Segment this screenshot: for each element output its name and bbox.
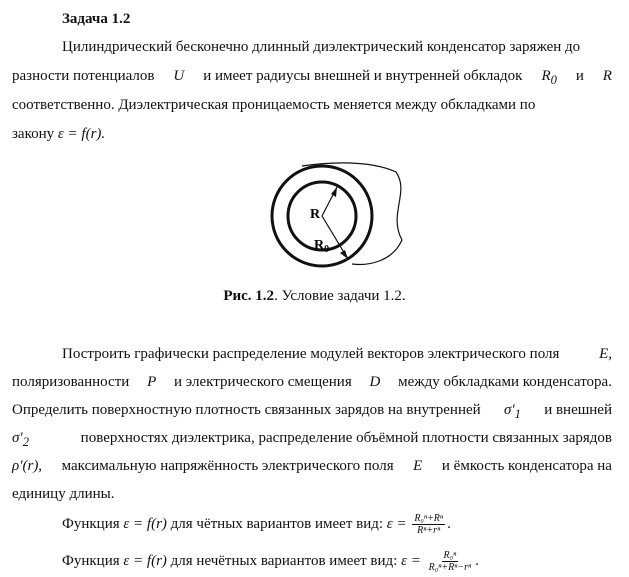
para2-line3-text-b: и внешней xyxy=(544,402,612,418)
para2-line4 xyxy=(12,429,612,451)
figure-caption xyxy=(0,288,629,305)
func-odd-denominator: R₀ⁿ+Rⁿ−rⁿ xyxy=(428,562,472,573)
func-even-text: для чётных вариантов имеет вид: xyxy=(170,515,384,532)
func-even-period: . xyxy=(447,515,451,532)
var-E-max: E xyxy=(413,458,423,474)
label-R0-base: R xyxy=(314,238,325,253)
var-R0-base: R xyxy=(541,68,551,84)
para1-line3 xyxy=(12,96,612,114)
func-even-denominator: Rⁿ+rⁿ xyxy=(417,525,441,536)
para2-line5 xyxy=(12,457,612,475)
para2-line1 xyxy=(62,345,612,363)
radius-R-arrowhead xyxy=(331,187,337,197)
function-even xyxy=(62,513,451,536)
para1-line1-text: Цилиндрический бесконечно длинный диэлектрический конденсатор заряжен до xyxy=(62,39,581,55)
func-even-formula: ε = f(r) xyxy=(123,515,167,532)
var-sigma1-base: σ′ xyxy=(503,402,515,418)
para2-line4-text: поверхностях диэлектрика, распределение объёмной плотности связанных зарядов xyxy=(80,430,612,446)
para2-line2 xyxy=(12,373,612,391)
label-R0 xyxy=(314,238,329,255)
para2-line1-text: Построить графически распределение модулей векторов электрического поля xyxy=(62,346,560,362)
para2-line5-text-a: максимальную напряжённость электрического поля xyxy=(61,458,394,474)
func-even-label: Функция xyxy=(62,515,120,532)
para2-line5-text-b: и ёмкость конденсатора на xyxy=(441,458,612,474)
var-P: P xyxy=(147,374,157,390)
para1-line4-text: закону xyxy=(12,126,55,142)
var-R0 xyxy=(541,67,556,89)
para1-line3-text: соответственно. Диэлектрическая проницаемость меняется между обкладками по xyxy=(12,97,536,113)
para1-line2-text-a: разности потенциалов xyxy=(12,68,155,84)
var-sigma1 xyxy=(504,401,521,423)
para1-line2-text-b: и имеет радиусы внешней и внутренней обкладок xyxy=(203,68,523,84)
func-even-eps: ε = xyxy=(386,515,407,532)
func-odd-period: . xyxy=(475,552,479,569)
var-sigma2-sub: 2 xyxy=(22,435,29,449)
var-U: U xyxy=(173,68,185,84)
func-even-fraction xyxy=(412,513,445,536)
func-odd-eps: ε = xyxy=(401,552,421,569)
para1-line1 xyxy=(62,38,612,56)
func-odd-fraction xyxy=(427,550,474,573)
para1-line2-and: и xyxy=(575,68,584,84)
para2-line3-text-a: Определить поверхностную плотность связанных зарядов на внутренней xyxy=(12,402,481,418)
para2-line2-text-c: между обкладками конденсатора. xyxy=(398,374,612,390)
para2-line2-text-a: поляризованности xyxy=(12,374,130,390)
formula-eps-fr: ε = f(r). xyxy=(57,126,106,142)
var-R0-sub: 0 xyxy=(550,73,557,87)
para2-line2-text-b: и электрического смещения xyxy=(174,374,352,390)
func-odd-text: для нечётных вариантов имеет вид: xyxy=(170,552,398,569)
figure-caption-text: . Условие задачи 1.2. xyxy=(274,288,406,304)
label-R0-sub: 0 xyxy=(324,244,330,255)
var-sigma2-base: σ′ xyxy=(12,430,23,446)
label-R: R xyxy=(310,207,321,222)
var-rho: ρ′(r), xyxy=(12,458,43,474)
figure-caption-number: Рис. 1.2 xyxy=(223,288,275,304)
func-odd-numerator: R₀ⁿ xyxy=(443,550,457,561)
capacitor-figure xyxy=(260,152,420,277)
func-even-numerator: R₀ⁿ+Rⁿ xyxy=(414,513,444,524)
para1-line4 xyxy=(12,125,105,143)
para1-line2 xyxy=(12,67,612,89)
para2-line3 xyxy=(12,401,612,423)
var-sigma2 xyxy=(12,429,29,451)
var-R: R xyxy=(602,68,612,84)
para2-line6-text: единицу длины. xyxy=(12,486,115,502)
var-sigma1-sub: 1 xyxy=(514,407,521,421)
func-odd-formula: ε = f(r) xyxy=(123,552,167,569)
var-D: D xyxy=(369,374,381,390)
para2-line6 xyxy=(12,485,114,503)
var-E: E, xyxy=(599,346,612,362)
problem-heading: Задача 1.2 xyxy=(62,11,131,27)
function-odd xyxy=(62,550,479,573)
radius-R0-arrowhead xyxy=(340,250,348,259)
func-odd-label: Функция xyxy=(62,552,120,569)
